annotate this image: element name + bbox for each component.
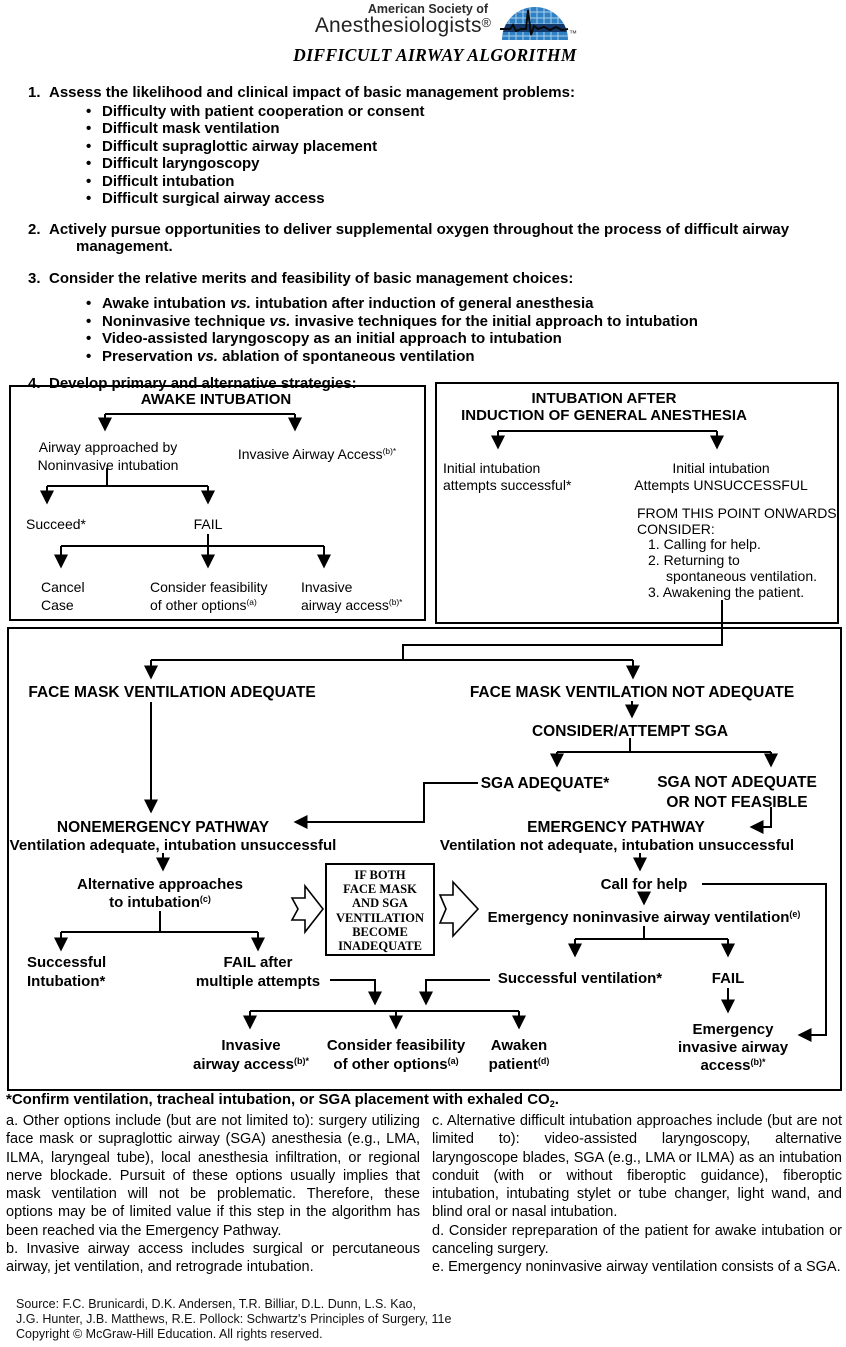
bullet-text: Awake intubation vs. intubation after induction of general anesthesia [102, 295, 594, 312]
asa-org-name-line2: Anesthesiologists® [314, 14, 492, 37]
line: INTUBATION AFTER [531, 390, 677, 407]
line: AND SGA [352, 896, 408, 911]
line: SGA NOT ADEQUATE [657, 774, 817, 791]
confirm-co2-note: *Confirm ventilation, tracheal intubation, or SGA placement with exhaled $CO_2$. [6, 1091, 559, 1109]
line: Alternative approaches [77, 876, 243, 893]
bullet-text: Noninvasive technique vs. invasive techniques for the initial approach to intubation [102, 312, 698, 330]
item-number: 2. [28, 220, 41, 238]
item-number: 3. [28, 269, 41, 287]
page-title: DIFFICULT AIRWAY ALGORITHM [293, 45, 577, 65]
node-initial-attempts-successful [443, 460, 571, 494]
line: of other options$^{(a)}$ [333, 1055, 459, 1073]
from-this-point-onwards-block [637, 506, 837, 600]
logo-trademark-symbol: ™ [569, 29, 577, 38]
bullet-dot: • [86, 120, 92, 137]
source-line: J.G. Hunter, J.B. Matthews, R.E. Pollock: Schwartz's Principles of Surgery, 11e [16, 1311, 452, 1326]
bullet-dot: • [86, 172, 92, 190]
bullet-text: Preservation vs. ablation of spontaneous ventilation [102, 347, 475, 365]
source-line: Copyright © McGraw-Hill Education. All rights reserved. [16, 1326, 323, 1341]
bullet-text: Difficult supraglottic airway placement [102, 137, 378, 155]
node-awaken-patient [489, 1037, 550, 1075]
bullet-dot: • [86, 102, 92, 120]
source-attribution [16, 1297, 451, 1342]
line: FACE MASK [343, 882, 417, 897]
asa-org-name-line1: American Society of [367, 2, 489, 16]
line: Emergency [692, 1021, 774, 1038]
line: Invasive [221, 1037, 281, 1054]
bullet-dot: • [86, 347, 92, 365]
node-fail-emergency: FAIL [711, 970, 745, 987]
line: invasive airway [677, 1039, 789, 1056]
bullet-text: Difficult intubation [102, 172, 235, 190]
footnote-c: c. Alternative difficult intubation approaches include (but are not limited to): video-assisted laryngoscopy, alternative laryngoscope blades, SGA (e.g., LMA or ILMA) as an intubation conduit (with or without fiberoptic guidance), fiberoptic intubation, intubating stylet or tube changer, light wand, and blind oral or nasal intubation. [432, 1113, 842, 1221]
item-number: 4. [28, 375, 41, 392]
line: access$^{(b)*}$ [700, 1057, 766, 1074]
node-successful-intubation [27, 954, 106, 991]
line: Initial intubation [443, 460, 541, 476]
if-both-inadequate-box [325, 863, 435, 956]
bullet-text: Difficult mask ventilation [102, 120, 280, 137]
line: FROM THIS POINT ONWARDS [637, 505, 837, 521]
node-fail-awake: FAIL [193, 516, 223, 532]
nonemergency-pathway-subtitle: Ventilation adequate, intubation unsuccessful [9, 837, 337, 854]
line: FAIL after [223, 954, 293, 971]
source-line: Source: F.C. Brunicardi, D.K. Andersen, T.R. Billiar, D.L. Dunn, L.S. Kao, [16, 1297, 416, 1311]
footnote-d: d. Consider repreparation of the patient for awake intubation or canceling surgery. [432, 1222, 842, 1258]
node-successful-ventilation: Successful ventilation* [497, 970, 663, 987]
block-arrow-right-icon [440, 882, 478, 936]
bullet-text: Difficult surgical airway access [102, 190, 325, 207]
footnote-b: b. Invasive airway access includes surgical or percutaneous airway, jet ventilation, and retrograde intubation. [6, 1241, 420, 1276]
item-text: Consider the relative merits and feasibility of basic management choices: [49, 269, 574, 287]
bullet-text: Video-assisted laryngoscopy as an initial approach to intubation [102, 330, 562, 347]
induction-box-title [461, 391, 747, 424]
node-sga-adequate: SGA ADEQUATE* [480, 775, 610, 792]
footnote-a: a. Other options include (but are not limited to): surgery utilizing face mask or supraglottic airway (SGA) anesthesia (e.g., LMA, ILMA, laryngeal tube), local anesthesia infiltration, or regional nerve blockade. Pursuit of these options usually implies that mask ventilation will not be problematic. Therefore, these options may be of limited value if this step in the algorithm has been reached via the Emergency Pathway. [6, 1113, 420, 1239]
node-consider-other-options-awake [150, 578, 268, 616]
line: Consider feasibility [326, 1037, 466, 1054]
footnote-e: e. Emergency noninvasive airway ventilation consists of a SGA. [432, 1259, 841, 1276]
node-emergency-noninvasive-ventilation: Emergency noninvasive airway ventilation$^{(e)}$ [487, 909, 801, 926]
line: airway access$^{(b)*}$ [193, 1055, 309, 1073]
item-text-line2: management. [76, 238, 173, 255]
consider-item-2-wrap: spontaneous ventilation. [666, 567, 817, 584]
block-arrow-left-icon [292, 886, 323, 932]
bullet-dot: • [86, 330, 92, 347]
line: BECOME [352, 924, 408, 939]
line: Case [41, 597, 74, 613]
awake-box-wires [47, 414, 324, 565]
consider-item-2: 2. Returning to [648, 552, 740, 569]
node-face-mask-ventilation-not-adequate: FACE MASK VENTILATION NOT ADEQUATE [469, 684, 795, 701]
line: airway access$^{(b)*}$ [301, 597, 403, 613]
node-fail-after-multiple-attempts [196, 954, 320, 991]
node-cancel-case [41, 578, 85, 614]
line: CONSIDER: [637, 520, 715, 537]
line: of other options$^{(a)}$ [150, 597, 257, 613]
line: IF BOTH [354, 868, 406, 882]
node-consider-attempt-sga: CONSIDER/ATTEMPT SGA [531, 723, 729, 740]
item-number: 1. [28, 84, 41, 101]
line: multiple attempts [195, 972, 321, 990]
node-invasive-airway-access: Invasive Airway Access$^{(b)*}$ [237, 446, 397, 462]
line: Attempts UNSUCCESSFUL [634, 477, 808, 493]
footnote-column-right [432, 1112, 842, 1277]
line: attempts successful* [443, 477, 572, 493]
line: Noninvasive intubation [37, 457, 179, 473]
node-sga-not-adequate [657, 773, 817, 813]
consider-item-3: 3. Awakening the patient. [648, 583, 805, 600]
node-invasive-airway-access-awake-fail [301, 578, 402, 616]
emergency-pathway-title: EMERGENCY PATHWAY [527, 819, 705, 836]
footnote-column-left [6, 1112, 420, 1277]
line: Intubation* [27, 972, 106, 990]
awake-box-title: AWAKE INTUBATION [140, 391, 292, 408]
line: to intubation$^{(c)}$ [109, 893, 211, 911]
item-text-line1: Actively pursue opportunities to deliver supplemental oxygen throughout the process of difficult airway [49, 220, 790, 238]
bullet-dot: • [86, 137, 92, 155]
node-emergency-invasive-airway-access [678, 1021, 788, 1076]
node-noninvasive-approach [38, 438, 179, 474]
item-text: Assess the likelihood and clinical impact of basic management problems: [49, 84, 575, 101]
bullet-text: Difficulty with patient cooperation or consent [102, 102, 425, 120]
node-alternative-approaches [77, 876, 243, 913]
node-initial-attempts-unsuccessful [634, 460, 807, 494]
line: OR NOT FEASIBLE [666, 794, 808, 811]
consider-item-1: 1. Calling for help. [648, 536, 761, 553]
node-consider-feasibility-final [327, 1037, 465, 1075]
line: INDUCTION OF GENERAL ANESTHESIA [461, 406, 747, 424]
emergency-pathway-subtitle: Ventilation not adequate, intubation unsuccessful [439, 837, 795, 854]
line: Invasive [301, 579, 353, 595]
node-invasive-airway-access-final [193, 1037, 309, 1075]
item-text: Develop primary and alternative strategies: [49, 375, 357, 392]
bullet-dot: • [86, 190, 92, 207]
line: Consider feasibility [150, 579, 268, 595]
node-succeed: Succeed* [26, 516, 86, 532]
bullet-dot: • [86, 312, 92, 330]
line: Airway approached by [38, 439, 178, 455]
bullet-dot: • [86, 155, 92, 172]
line: INADEQUATE [338, 939, 422, 954]
line: VENTILATION [336, 910, 424, 925]
nonemergency-pathway-title: NONEMERGENCY PATHWAY [56, 819, 270, 836]
line: Initial intubation [672, 460, 770, 476]
node-face-mask-ventilation-adequate: FACE MASK VENTILATION ADEQUATE [28, 684, 316, 701]
line: Cancel [41, 579, 85, 595]
bullet-text: Difficult laryngoscopy [102, 155, 260, 172]
node-call-for-help: Call for help [600, 876, 688, 893]
line: Successful [27, 954, 107, 971]
line: patient$^{(d)}$ [488, 1055, 550, 1073]
line: Awaken [490, 1037, 548, 1054]
bullet-dot: • [86, 295, 92, 312]
